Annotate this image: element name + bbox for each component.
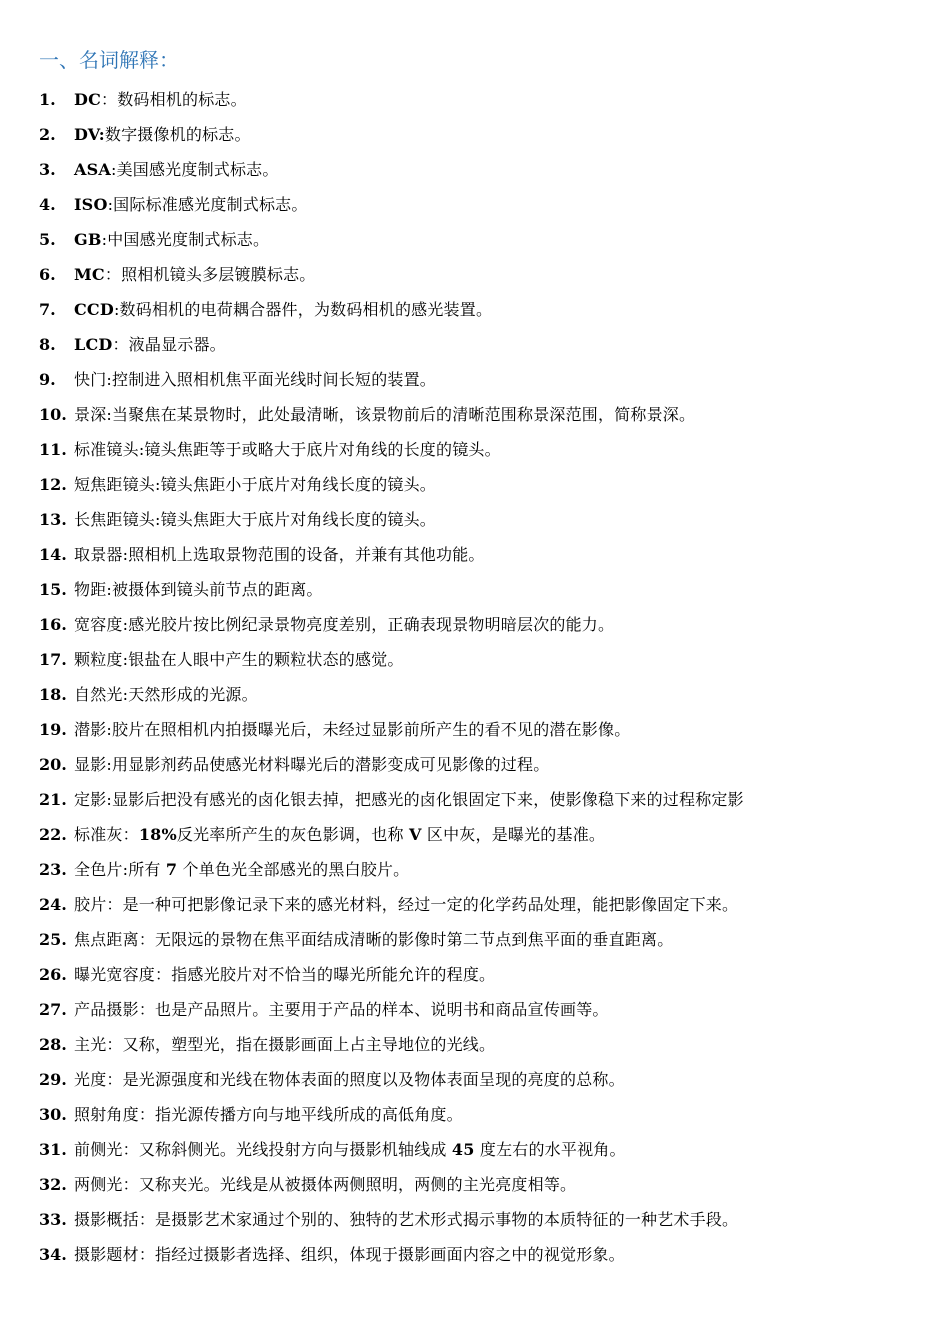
item-definition: 国际标准感光度制式标志。 xyxy=(113,195,308,214)
item-text xyxy=(74,156,279,184)
list-item xyxy=(39,716,939,751)
item-separator: ： xyxy=(112,335,129,354)
item-definition: 用显影剂药品使感光材料曝光后的潜影变成可见影像的过程。 xyxy=(112,755,550,774)
item-definition: 又称，塑型光，指在摄影画面上占主导地位的光线。 xyxy=(122,1035,496,1054)
item-text xyxy=(74,121,251,149)
item-text xyxy=(74,1066,625,1094)
list-item xyxy=(39,191,939,226)
item-separator: ： xyxy=(122,1175,139,1194)
item-term: DC xyxy=(74,90,102,109)
item-number: 34. xyxy=(39,1245,67,1264)
item-number: 20. xyxy=(39,755,67,774)
list-item xyxy=(39,821,939,856)
list-item xyxy=(39,891,939,926)
list-item xyxy=(39,156,939,191)
item-number: 21. xyxy=(39,790,67,809)
item-text xyxy=(74,436,501,464)
list-item xyxy=(39,1241,939,1276)
item-definition: 也是产品照片。主要用于产品的样本、说明书和商品宣传画等。 xyxy=(155,1000,609,1019)
list-item xyxy=(39,261,939,296)
list-item xyxy=(39,541,939,576)
item-number: 25. xyxy=(39,930,67,949)
item-text xyxy=(74,1206,738,1234)
item-number: 5. xyxy=(39,230,56,249)
item-text xyxy=(74,856,409,884)
item-term: 物距 xyxy=(74,580,107,599)
item-definition-part: 个单色光全部感光的黑白胶片。 xyxy=(177,860,410,879)
item-definition-part: 18% xyxy=(138,825,177,844)
list-item xyxy=(39,1066,939,1101)
item-definition: 指光源传播方向与地平线所成的高低角度。 xyxy=(155,1105,463,1124)
item-separator: : xyxy=(106,790,112,809)
item-text xyxy=(74,401,695,429)
item-separator: ： xyxy=(138,930,156,949)
item-definition: 是一种可把影像记录下来的感光材料，经过一定的化学药品处理，能把影像固定下来。 xyxy=(122,895,739,914)
item-term: 曝光宽容度 xyxy=(74,965,156,984)
item-separator: : xyxy=(107,195,114,214)
item-definition: 镜头焦距小于底片对角线长度的镜头。 xyxy=(160,475,437,494)
item-term: 焦点距离 xyxy=(74,930,139,949)
item-separator: : xyxy=(138,440,145,459)
item-definition: 胶片在照相机内拍摄曝光后，未经过显影前所产生的看不见的潜在影像。 xyxy=(112,720,631,739)
item-number: 30. xyxy=(39,1105,67,1124)
item-text xyxy=(74,296,492,324)
list-item xyxy=(39,611,939,646)
item-number: 17. xyxy=(39,650,67,669)
item-term: ISO xyxy=(74,195,108,214)
item-separator: ： xyxy=(104,265,122,284)
item-separator: : xyxy=(110,160,117,179)
item-number: 2. xyxy=(39,125,56,144)
item-separator: : xyxy=(122,685,129,704)
item-number: 18. xyxy=(39,685,67,704)
item-definition: 是摄影艺术家通过个别的、独特的艺术形式揭示事物的本质特征的一种艺术手段。 xyxy=(155,1210,739,1229)
item-definition: 照相机镜头多层镀膜标志。 xyxy=(121,265,316,284)
item-definition-part: V xyxy=(408,825,422,844)
definition-list xyxy=(39,86,939,1276)
item-term: 光度 xyxy=(74,1070,107,1089)
item-text xyxy=(74,716,630,744)
list-item xyxy=(39,646,939,681)
item-separator: : xyxy=(106,720,112,739)
item-text xyxy=(74,611,614,639)
item-text xyxy=(74,331,226,359)
item-text xyxy=(74,261,315,289)
item-definition: 镜头焦距等于或略大于底片对角线的长度的镜头。 xyxy=(144,440,501,459)
item-term: 快门 xyxy=(74,370,107,389)
item-definition: 指经过摄影者选择、组织，体现于摄影画面内容之中的视觉形象。 xyxy=(155,1245,625,1264)
item-term: 两侧光 xyxy=(74,1175,123,1194)
item-number: 23. xyxy=(39,860,67,879)
item-separator: : xyxy=(155,475,161,494)
item-separator: ： xyxy=(106,1035,123,1054)
list-item xyxy=(39,751,939,786)
item-definition: 显影后把没有感光的卤化银去掉，把感光的卤化银固定下来，使影像稳下来的过程称定影 xyxy=(112,790,744,809)
list-item xyxy=(39,86,939,121)
item-text xyxy=(74,1136,626,1164)
item-definition: 液晶显示器。 xyxy=(128,335,226,354)
list-item xyxy=(39,1171,939,1206)
item-text xyxy=(74,996,609,1024)
item-separator: : xyxy=(155,510,161,529)
item-separator: ： xyxy=(138,1000,156,1019)
item-definition: 天然形成的光源。 xyxy=(128,685,258,704)
item-text xyxy=(74,786,744,814)
item-definition: 是光源强度和光线在物体表面的照度以及物体表面呈现的亮度的总称。 xyxy=(122,1070,625,1089)
list-item xyxy=(39,1031,939,1066)
item-term: 潜影 xyxy=(74,720,107,739)
list-item xyxy=(39,1101,939,1136)
item-text xyxy=(74,821,605,849)
list-item xyxy=(39,436,939,471)
item-term: 宽容度 xyxy=(74,615,123,634)
item-separator: ： xyxy=(138,1245,156,1264)
item-number: 3. xyxy=(39,160,56,179)
item-separator: : xyxy=(106,755,112,774)
item-number: 1. xyxy=(39,90,56,109)
item-term: 短焦距镜头 xyxy=(74,475,156,494)
list-item xyxy=(39,366,939,401)
item-definition: 数码相机的标志。 xyxy=(117,90,247,109)
item-text xyxy=(74,226,269,254)
item-number: 13. xyxy=(39,510,67,529)
list-item xyxy=(39,856,939,891)
item-definition: 当聚焦在某景物时，此处最清晰，该景物前后的清晰范围称景深范围，简称景深。 xyxy=(112,405,696,424)
item-text xyxy=(74,86,247,114)
list-item xyxy=(39,331,939,366)
item-number: 15. xyxy=(39,580,67,599)
item-separator: : xyxy=(122,860,129,879)
item-separator: ： xyxy=(106,895,123,914)
item-text xyxy=(74,1031,495,1059)
item-term: DV: xyxy=(74,125,105,144)
item-term: 显影 xyxy=(74,755,107,774)
item-separator: : xyxy=(122,615,129,634)
item-separator: ： xyxy=(106,1070,123,1089)
item-term: MC xyxy=(74,265,105,284)
item-term: 摄影概括 xyxy=(74,1210,139,1229)
item-number: 31. xyxy=(39,1140,67,1159)
list-item xyxy=(39,961,939,996)
item-definition: 指感光胶片对不恰当的曝光所能允许的程度。 xyxy=(171,965,496,984)
item-definition: 被摄体到镜头前节点的距离。 xyxy=(112,580,323,599)
item-text xyxy=(74,1101,463,1129)
item-text xyxy=(74,961,495,989)
item-number: 16. xyxy=(39,615,67,634)
item-number: 12. xyxy=(39,475,67,494)
item-definition-part: 反光率所产生的灰色影调，也称 xyxy=(176,825,409,844)
item-definition: 银盐在人眼中产生的颗粒状态的感觉。 xyxy=(128,650,404,669)
list-item xyxy=(39,401,939,436)
item-separator: ： xyxy=(122,1140,139,1159)
item-text xyxy=(74,471,436,499)
item-text xyxy=(74,366,436,394)
item-number: 29. xyxy=(39,1070,67,1089)
item-term: 胶片 xyxy=(74,895,107,914)
item-term: 颗粒度 xyxy=(74,650,123,669)
item-term: 景深 xyxy=(74,405,107,424)
item-term: 产品摄影 xyxy=(74,1000,139,1019)
item-definition: 中国感光度制式标志。 xyxy=(107,230,270,249)
item-term: 长焦距镜头 xyxy=(74,510,156,529)
item-definition: 感光胶片按比例纪录景物亮度差别，正确表现景物明暗层次的能力。 xyxy=(128,615,615,634)
item-definition-part: 45 xyxy=(451,1140,475,1159)
item-number: 26. xyxy=(39,965,67,984)
item-term: ASA xyxy=(74,160,111,179)
item-term: 摄影题材 xyxy=(74,1245,139,1264)
list-item xyxy=(39,786,939,821)
item-definition-part: 区中灰，是曝光的基准。 xyxy=(421,825,606,844)
item-separator: : xyxy=(122,650,129,669)
item-term: LCD xyxy=(74,335,113,354)
item-number: 24. xyxy=(39,895,67,914)
item-term: 定影 xyxy=(74,790,107,809)
list-item xyxy=(39,1136,939,1171)
item-definition: 照相机上选取景物范围的设备，并兼有其他功能。 xyxy=(128,545,485,564)
section-heading: 一、名词解释： xyxy=(39,48,179,72)
item-definition-part: 7 xyxy=(165,860,178,879)
item-text xyxy=(74,1171,576,1199)
item-text xyxy=(74,646,404,674)
item-separator: : xyxy=(106,405,112,424)
list-item xyxy=(39,226,939,261)
item-separator: ： xyxy=(138,1210,156,1229)
item-separator: : xyxy=(106,580,112,599)
item-number: 9. xyxy=(39,370,56,389)
item-text xyxy=(74,191,308,219)
item-definition-part: 又称斜侧光。光线投射方向与摄影机轴线成 xyxy=(138,1140,452,1159)
item-separator: ： xyxy=(122,825,139,844)
item-number: 14. xyxy=(39,545,67,564)
item-term: 自然光 xyxy=(74,685,123,704)
item-text xyxy=(74,891,738,919)
item-text xyxy=(74,751,549,779)
item-term: 主光 xyxy=(74,1035,107,1054)
item-number: 10. xyxy=(39,405,67,424)
item-number: 6. xyxy=(39,265,56,284)
item-term: GB xyxy=(74,230,102,249)
item-number: 8. xyxy=(39,335,56,354)
item-separator: ： xyxy=(138,1105,156,1124)
item-separator: ： xyxy=(155,965,172,984)
item-text xyxy=(74,541,485,569)
list-item xyxy=(39,506,939,541)
item-definition-part: 度左右的水平视角。 xyxy=(474,1140,626,1159)
list-item xyxy=(39,471,939,506)
item-definition: 又称夹光。光线是从被摄体两侧照明，两侧的主光亮度相等。 xyxy=(138,1175,577,1194)
item-separator: ： xyxy=(101,90,118,109)
item-number: 11. xyxy=(39,440,67,459)
item-number: 7. xyxy=(39,300,56,319)
list-item xyxy=(39,1206,939,1241)
list-item xyxy=(39,926,939,961)
item-text xyxy=(74,681,258,709)
item-definition: 控制进入照相机焦平面光线时间长短的装置。 xyxy=(112,370,437,389)
list-item xyxy=(39,121,939,156)
item-number: 33. xyxy=(39,1210,67,1229)
item-term: 标准镜头 xyxy=(74,440,139,459)
item-definition: 数码相机的电荷耦合器件，为数码相机的感光装置。 xyxy=(119,300,493,319)
item-term: 照射角度 xyxy=(74,1105,139,1124)
item-term: 取景器 xyxy=(74,545,123,564)
item-separator: : xyxy=(113,300,120,319)
item-separator: : xyxy=(122,545,129,564)
item-term: 标准灰 xyxy=(74,825,123,844)
item-text xyxy=(74,926,673,954)
list-item xyxy=(39,996,939,1031)
list-item xyxy=(39,681,939,716)
list-item xyxy=(39,296,939,331)
item-text xyxy=(74,1241,625,1269)
item-term: CCD xyxy=(74,300,114,319)
item-definition: 镜头焦距大于底片对角线长度的镜头。 xyxy=(160,510,437,529)
item-number: 27. xyxy=(39,1000,67,1019)
item-separator: : xyxy=(101,230,108,249)
item-term: 全色片 xyxy=(74,860,123,879)
item-definition: 美国感光度制式标志。 xyxy=(116,160,279,179)
item-number: 19. xyxy=(39,720,67,739)
item-definition: 数字摄像机的标志。 xyxy=(104,125,251,144)
list-item xyxy=(39,576,939,611)
item-number: 22. xyxy=(39,825,67,844)
item-definition: 无限远的景物在焦平面结成清晰的影像时第二节点到焦平面的垂直距离。 xyxy=(155,930,674,949)
item-number: 4. xyxy=(39,195,56,214)
item-number: 28. xyxy=(39,1035,67,1054)
item-definition-part: 所有 xyxy=(128,860,166,879)
item-number: 32. xyxy=(39,1175,67,1194)
item-term: 前侧光 xyxy=(74,1140,123,1159)
item-text xyxy=(74,576,323,604)
item-separator: : xyxy=(106,370,112,389)
item-text xyxy=(74,506,436,534)
